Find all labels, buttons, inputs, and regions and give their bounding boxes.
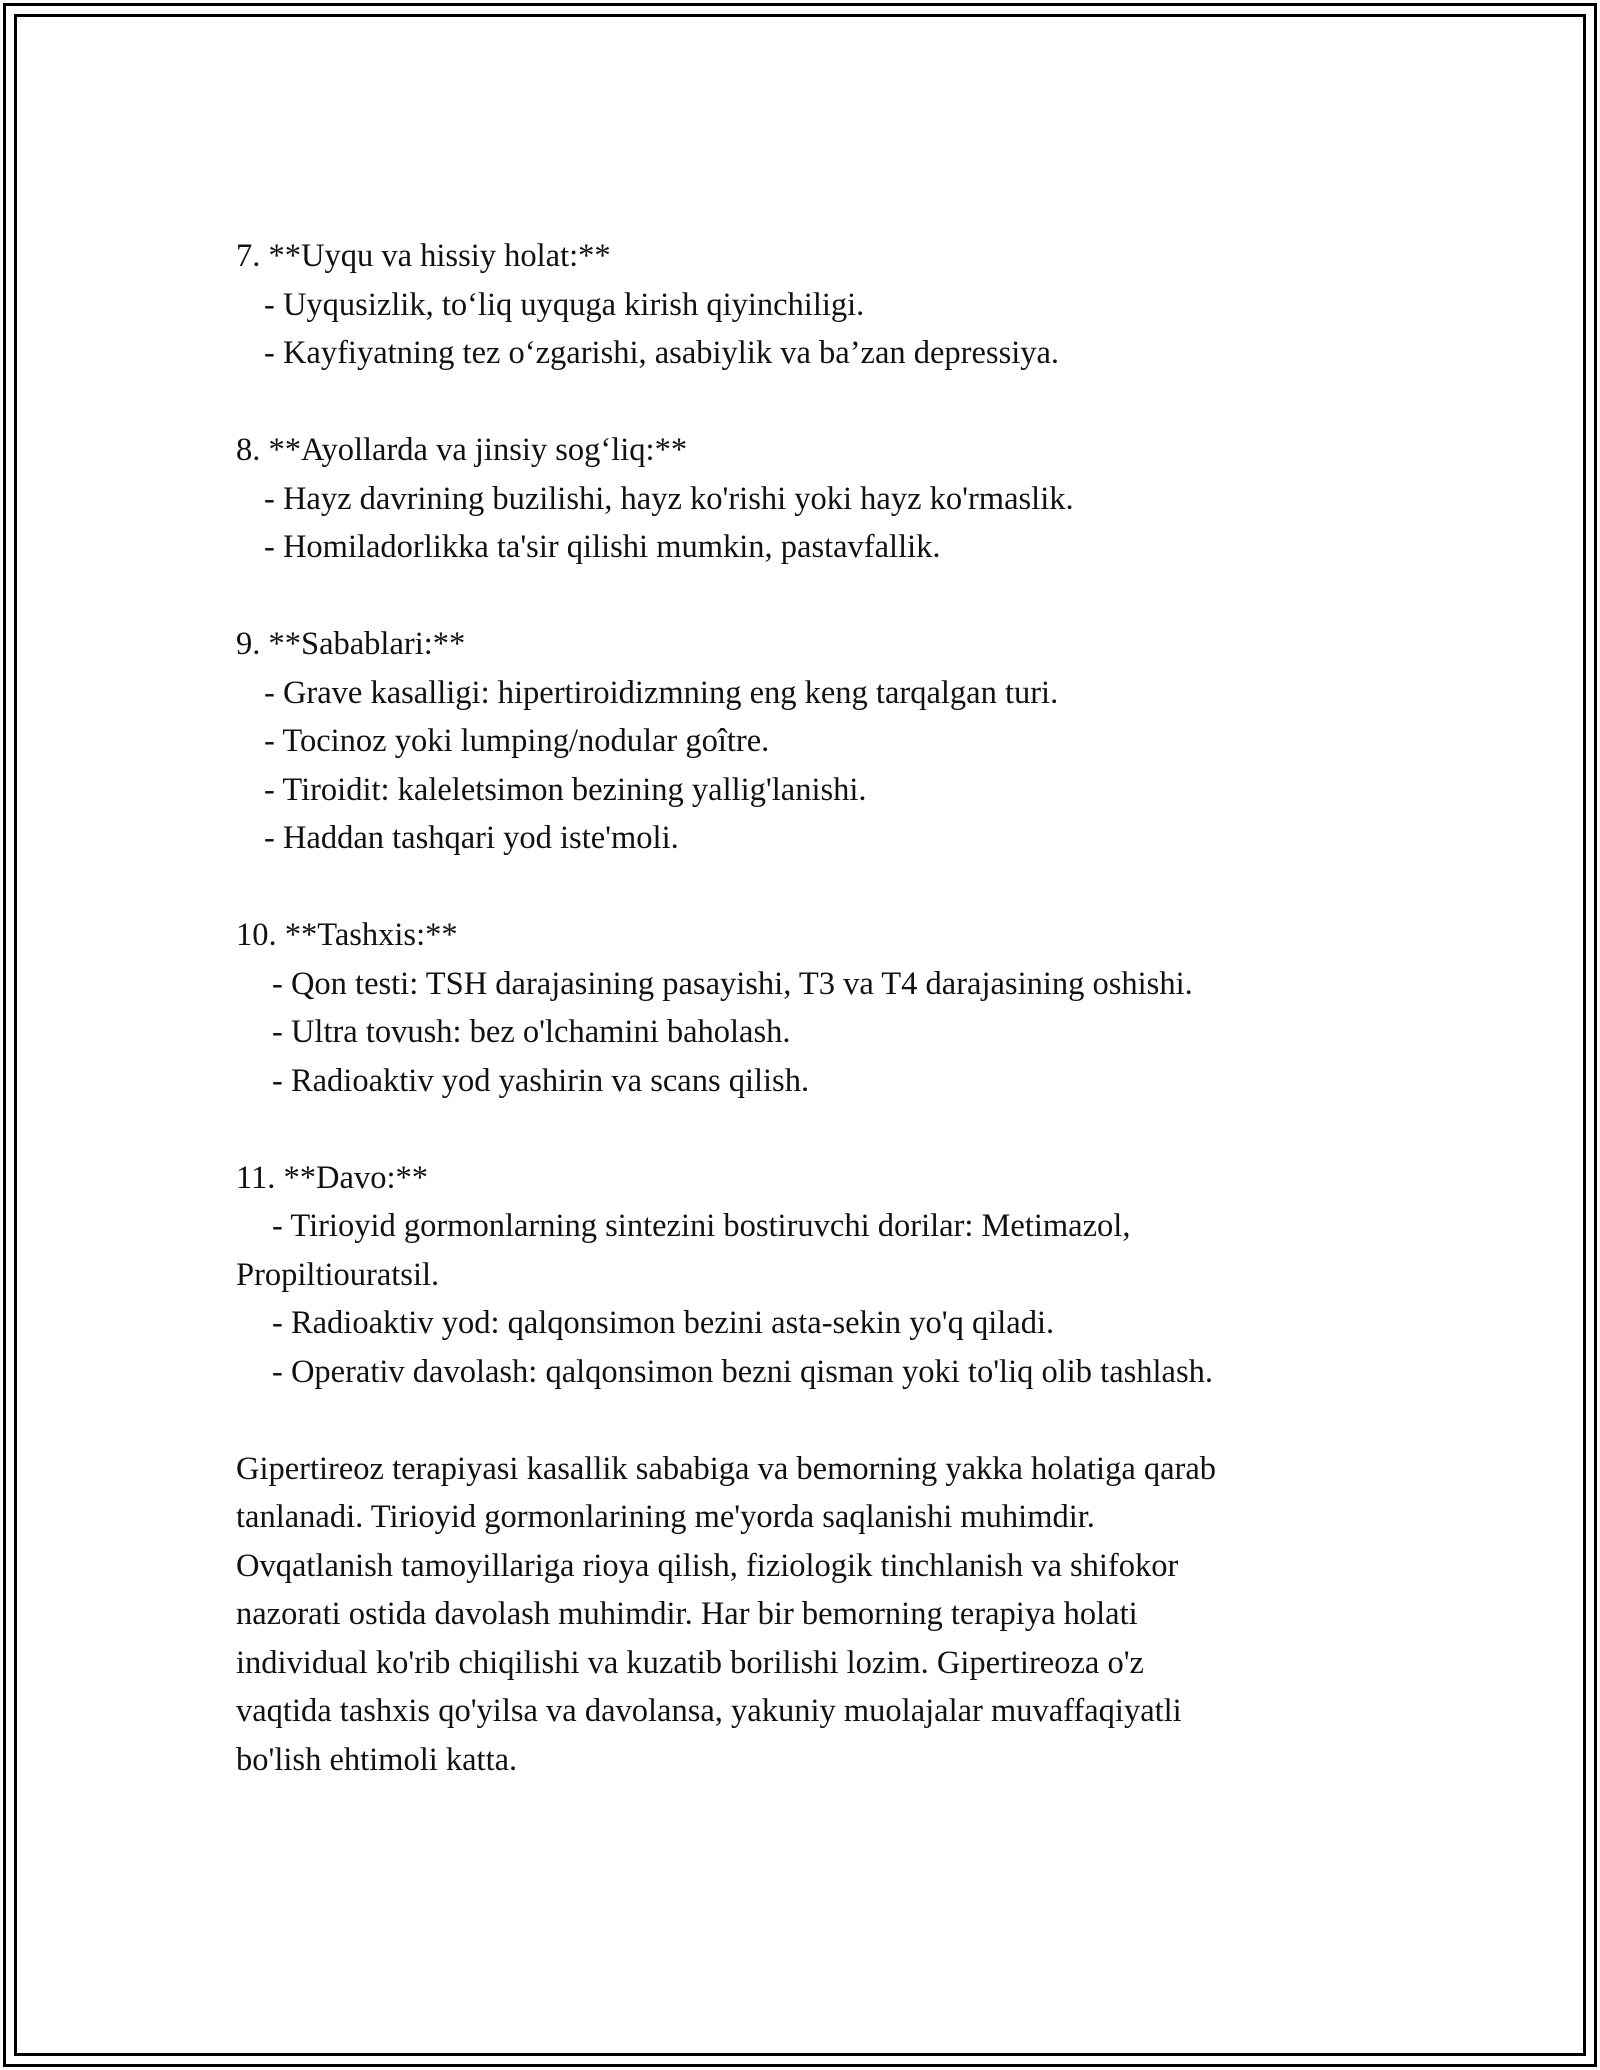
list-item: - Hayz davrining buzilishi, hayz ko'rishi yoki hayz ko'rmaslik. bbox=[264, 480, 1074, 517]
paragraph-line: Ovqatlanish tamoyillariga rioya qilish, fiziologik tinchlanish va shifokor bbox=[236, 1547, 1179, 1584]
list-item: - Ultra tovush: bez o'lchamini baholash. bbox=[272, 1014, 791, 1050]
paragraph-line: bo'lish ehtimoli katta. bbox=[236, 1741, 518, 1778]
section-heading: 10. **Tashxis:** bbox=[236, 917, 458, 953]
list-item: - Operativ davolash: qalqonsimon bezni qisman yoki to'liq olib tashlash. bbox=[272, 1353, 1213, 1390]
list-item: - Qon testi: TSH darajasining pasayishi, T3 va T4 darajasining oshishi. bbox=[272, 965, 1193, 1002]
closing-paragraph bbox=[236, 1445, 1376, 1785]
list-item-continuation: Propiltiouratsil. bbox=[236, 1256, 440, 1293]
section-heading: 8. **Ayollarda va jinsiy sog‘liq:** bbox=[236, 432, 688, 468]
paragraph-line: individual ko'rib chiqilishi va kuzatib borilishi lozim. Gipertireoza o'z bbox=[236, 1644, 1144, 1681]
section-sleep-emotional bbox=[236, 232, 1376, 378]
section-treatment bbox=[236, 1154, 1376, 1397]
section-heading: 9. **Sabablari:** bbox=[236, 626, 466, 662]
section-causes bbox=[236, 620, 1376, 863]
list-item: - Haddan tashqari yod iste'moli. bbox=[264, 820, 679, 856]
list-item: - Uyqusizlik, to‘liq uyquga kirish qiyinchiligi. bbox=[264, 286, 865, 323]
paragraph-line: vaqtida tashxis qo'yilsa va davolansa, yakuniy muolajalar muvaffaqiyatli bbox=[236, 1693, 1182, 1729]
paragraph-line: Gipertireoz terapiyasi kasallik sababiga va bemorning yakka holatiga qarab bbox=[236, 1450, 1217, 1487]
section-diagnosis bbox=[236, 911, 1376, 1105]
document-body bbox=[236, 232, 1376, 1784]
list-item: - Kayfiyatning tez o‘zgarishi, asabiylik va ba’zan depressiya. bbox=[264, 335, 1060, 371]
section-heading: 11. **Davo:** bbox=[236, 1159, 428, 1196]
list-item: - Tirioyid gormonlarning sintezini bostiruvchi dorilar: Metimazol, bbox=[272, 1208, 1131, 1244]
list-item: - Grave kasalligi: hipertiroidizmning eng keng tarqalgan turi. bbox=[264, 674, 1059, 711]
list-item: - Tiroidit: kaleletsimon bezining yallig'lanishi. bbox=[264, 771, 867, 808]
list-item: - Tocinoz yoki lumping/nodular goître. bbox=[264, 723, 770, 759]
paragraph-line: nazorati ostida davolash muhimdir. Har bir bemorning terapiya holati bbox=[236, 1596, 1138, 1632]
list-item: - Radioaktiv yod yashirin va scans qilish. bbox=[272, 1062, 810, 1099]
section-womens-health bbox=[236, 426, 1376, 572]
list-item: - Radioaktiv yod: qalqonsimon bezini asta-sekin yo'q qiladi. bbox=[272, 1305, 1055, 1341]
section-heading: 7. **Uyqu va hissiy holat:** bbox=[236, 238, 611, 274]
list-item: - Homiladorlikka ta'sir qilishi mumkin, pastavfallik. bbox=[264, 529, 941, 565]
paragraph-line: tanlanadi. Tirioyid gormonlarining me'yorda saqlanishi muhimdir. bbox=[236, 1499, 1095, 1535]
